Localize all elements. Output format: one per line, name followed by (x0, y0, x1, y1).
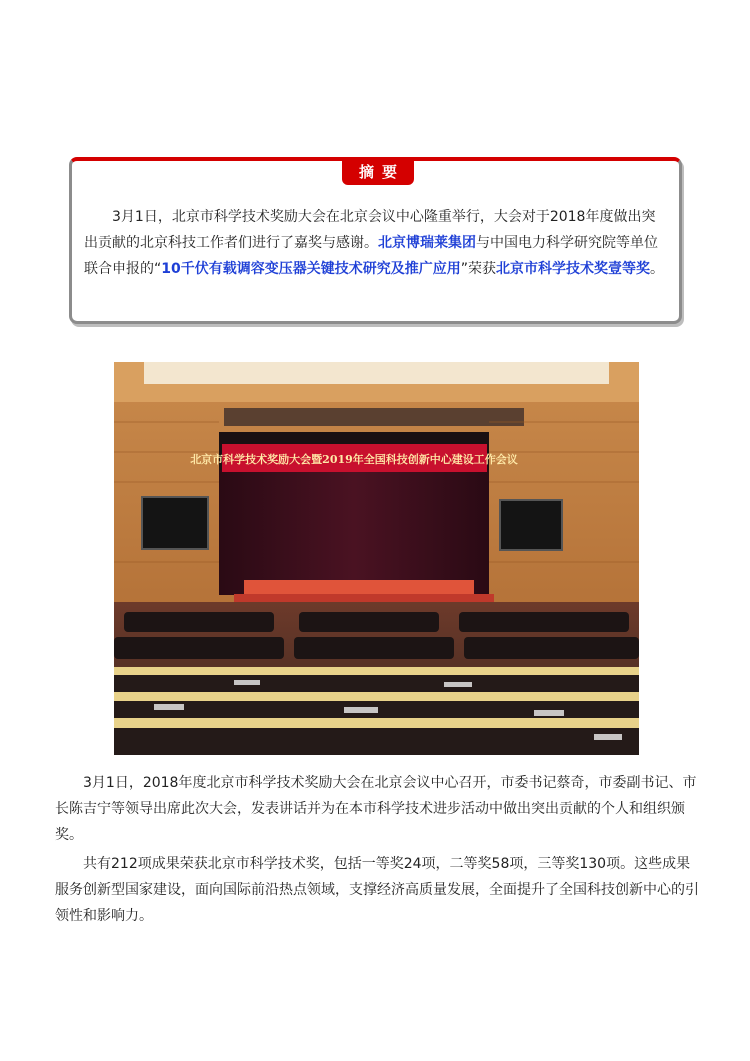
banner-text: 北京市科学技术奖励大会暨2019年全国科技创新中心建设工作会议 (190, 453, 518, 466)
project-name: 10千伏有载调容变压器关键技术研究及推广应用 (161, 261, 461, 277)
company-name: 北京博瑞莱集团 (378, 235, 476, 251)
abstract-intro: 3月1日，北京市科学技术奖励大会在北京会议中心隆重举行，大会对于2018年度做出突出贡献的北京科技工作者们进行了嘉奖与感谢。 (84, 209, 656, 251)
award-name: 北京市科学技术奖壹等奖 (496, 261, 651, 277)
abstract-end: 。 (650, 261, 665, 277)
abstract-joint: 与中国电力科学研究院等单位联合申报的“ (84, 235, 658, 277)
abstract-text (84, 204, 665, 282)
paragraph-2: 共有212项成果荣获北京市科学技术奖，包括一等奖24项，二等奖58项，三等奖130项。这些成果服务创新型国家建设，面向国际前沿热点领域，支撑经济高质量发展，全面提升了全国科技创新中心的引领性和影响力。 (55, 856, 699, 924)
conference-photo (114, 362, 639, 755)
abstract-won: ”荣获 (460, 261, 497, 277)
paragraph-1: 3月1日，2018年度北京市科学技术奖励大会在北京会议中心召开，市委书记蔡奇，市委副书记、市长陈吉宁等领导出席此次大会，发表讲话并为在本市科学技术进步活动中做出突出贡献的个人和组织颁奖。 (55, 775, 697, 843)
abstract-box (69, 157, 682, 324)
abstract-tab: 摘要 (342, 159, 414, 185)
